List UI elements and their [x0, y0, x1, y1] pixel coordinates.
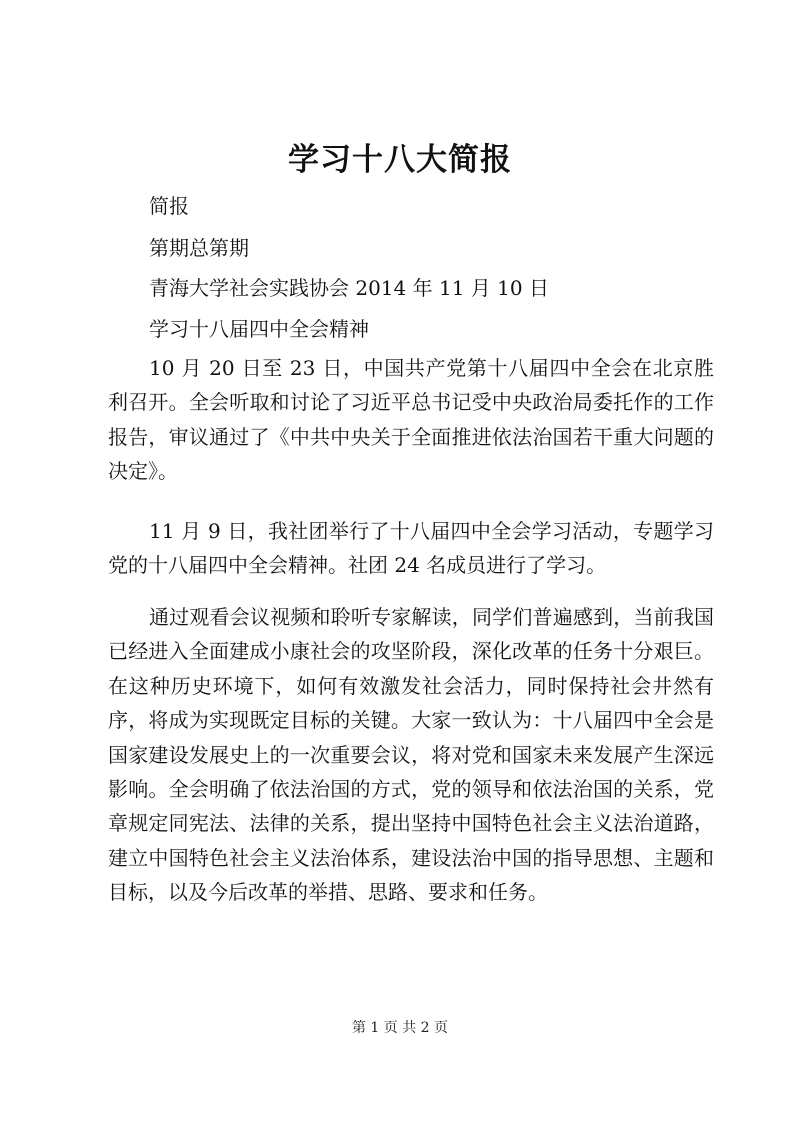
paragraph-discussion: 通过观看会议视频和聆听专家解读，同学们普遍感到，当前我国已经进入全面建成小康社会的攻坚阶段，深化改革的任务十分艰巨。在这种历史环境下，如何有效激发社会活力，同时保持社会井然有序，将成为实现既定目标的关键。大家一致认为：十八届四中全会是国家建设发展史上的一次重要会议，将对党和国家未来发展产生深远影响。全会明确了依法治国的方式，党的领导和依法治国的关系，党章规定同宪法、法律的关系，提出坚持中国特色社会主义法治道路，建立中国特色社会主义法治体系，建设法治中国的指导思想、主题和目标，以及今后改革的举措、思路、要求和任务。 — [108, 605, 714, 905]
section-heading: 学习十八届四中全会精神 — [149, 317, 369, 341]
issue-number: 第期总第期 — [149, 236, 249, 260]
publisher-date: 青海大学社会实践协会 2014 年 11 月 10 日 — [149, 276, 549, 300]
page-footer: 第 1 页 共 2 页 — [351, 1020, 449, 1036]
paragraph-plenum-summary: 10 月 20 日至 23 日，中国共产党第十八届四中全会在北京胜利召开。全会听取和讨论了习近平总书记受中央政治局委托作的工作报告，审议通过了《中共中央关于全面推进依法治国若干重大问题的决定》。 — [108, 356, 714, 484]
paragraph-club-activity: 11 月 9 日，我社团举行了十八届四中全会学习活动，专题学习党的十八届四中全会精神。社团 24 名成员进行了学习。 — [108, 519, 714, 578]
document-title: 学习十八大简报 — [288, 142, 512, 178]
meta-label: 简报 — [149, 194, 189, 218]
